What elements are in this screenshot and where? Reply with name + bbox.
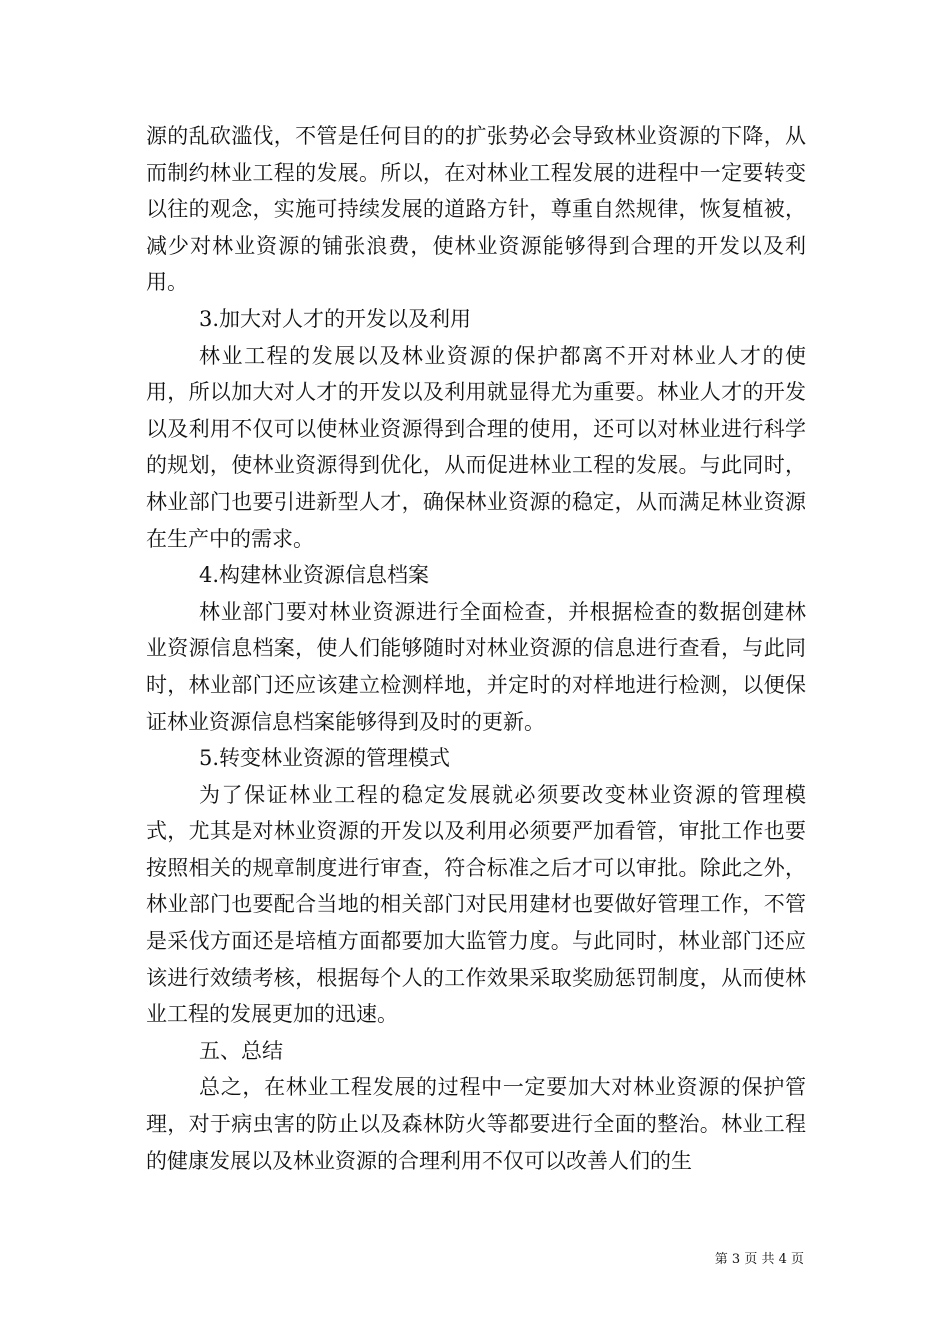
paragraph-archive: 林业部门要对林业资源进行全面检查，并根据检查的数据创建林业资源信息档案，使人们能够随时对林业资源的信息进行查看，与此同时，林业部门还应该建立检测样地，并定时的对样地进行检测，以便保证林业资源信息档案能够得到及时的更新。 xyxy=(146,599,806,734)
document-body xyxy=(146,118,806,1179)
page-number-footer: 第 3 页 共 4 页 xyxy=(714,1252,804,1267)
section-heading-archive: 4.构建林业资源信息档案 xyxy=(199,563,430,588)
section-heading-management: 5.转变林业资源的管理模式 xyxy=(199,746,451,771)
paragraph-continuation: 源的乱砍滥伐，不管是任何目的的扩张势必会导致林业资源的下降，从而制约林业工程的发展。所以，在对林业工程发展的进程中一定要转变以往的观念，实施可持续发展的道路方针，尊重自然规律，恢复植被，减少对林业资源的铺张浪费，使林业资源能够得到合理的开发以及利用。 xyxy=(146,124,806,295)
section-heading-summary: 五、总结 xyxy=(199,1038,283,1063)
section-heading-talent: 3.加大对人才的开发以及利用 xyxy=(199,306,472,331)
paragraph-talent: 林业工程的发展以及林业资源的保护都离不开对林业人才的使用，所以加大对人才的开发以及利用就显得尤为重要。林业人才的开发以及利用不仅可以使林业资源得到合理的使用，还可以对林业进行科学的规划，使林业资源得到优化，从而促进林业工程的发展。与此同时，林业部门也要引进新型人才，确保林业资源的稳定，从而满足林业资源在生产中的需求。 xyxy=(146,343,806,551)
paragraph-management: 为了保证林业工程的稳定发展就必须要改变林业资源的管理模式，尤其是对林业资源的开发以及利用必须要严加看管，审批工作也要按照相关的规章制度进行审查，符合标准之后才可以审批。除此之外，林业部门也要配合当地的相关部门对民用建材也要做好管理工作，不管是采伐方面还是培植方面都要加大监管力度。与此同时，林业部门还应该进行效绩考核，根据每个人的工作效果采取奖励惩罚制度，从而使林业工程的发展更加的迅速。 xyxy=(146,782,806,1027)
paragraph-summary: 总之，在林业工程发展的过程中一定要加大对林业资源的保护管理，对于病虫害的防止以及森林防火等都要进行全面的整治。林业工程的健康发展以及林业资源的合理利用不仅可以改善人们的生 xyxy=(146,1075,806,1173)
